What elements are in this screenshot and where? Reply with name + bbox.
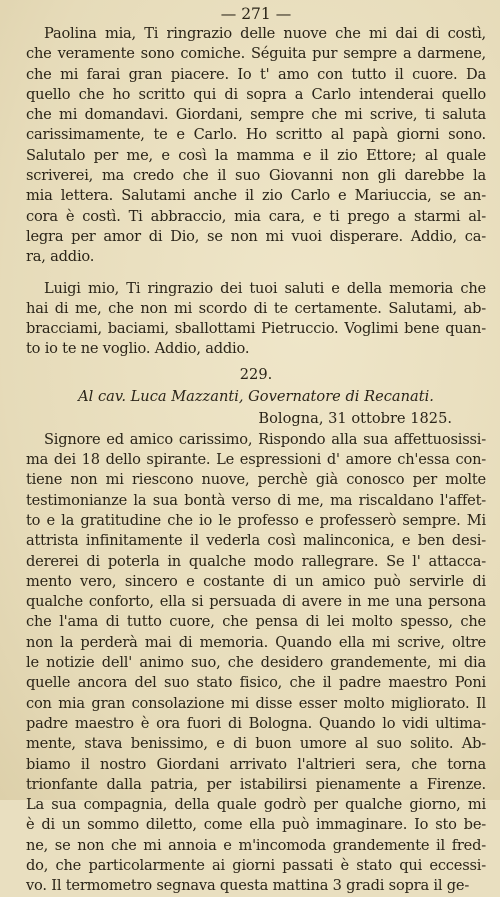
text-line: attrista infinitamente il vederla così malinconica, e ben desi- bbox=[26, 532, 486, 550]
text-line: che l'ama di tutto cuore, che pensa di lei molto spesso, che bbox=[26, 613, 486, 631]
text-line: che mi farai gran piacere. Io t' amo con tutto il cuore. Da bbox=[26, 65, 486, 83]
text-line: mento vero, sincero e costante di un amico può servirle di bbox=[26, 572, 486, 590]
text-line: che mi domandavi. Giordani, sempre che mi scrive, ti saluta bbox=[26, 106, 486, 124]
text-line: quello che ho scritto qui di sopra a Carlo intenderai quello bbox=[26, 85, 486, 103]
text-line: cora è costì. Ti abbraccio, mia cara, e ti prego a starmi al- bbox=[26, 207, 486, 225]
text-line: Paolina mia, Ti ringrazio delle nuove che mi dai di costì, bbox=[44, 25, 486, 42]
text-line: ne, se non che mi annoia e m'incomoda grandemente il fred- bbox=[26, 836, 486, 854]
text-line: scriverei, ma credo che il suo Giovanni non gli darebbe la bbox=[26, 167, 486, 185]
paragraph-letter-body bbox=[26, 430, 486, 897]
text-line: legra per amor di Dio, se non mi vuoi disperare. Addio, ca- bbox=[26, 227, 486, 245]
text-line: che veramente sono comiche. Séguita pur sempre a darmene, bbox=[26, 45, 486, 63]
text-line: to io te ne voglio. Addio, addio. bbox=[26, 340, 250, 358]
text-line: vo. Il termometro segnava questa mattina 3 gradi sopra il ge- bbox=[26, 877, 470, 895]
text-line: dererei di poterla in qualche modo rallegrare. Se l' attacca- bbox=[26, 552, 486, 570]
text-line: Luigi mio, Ti ringrazio dei tuoi saluti e della memoria che bbox=[44, 279, 486, 297]
text-line: le notizie dell' animo suo, che desidero grandemente, mi dia bbox=[26, 654, 486, 672]
text-line: ra, addio. bbox=[26, 248, 95, 266]
paragraph-paolina bbox=[26, 24, 486, 268]
text-line: non la perderà mai di memoria. Quando ella mi scrive, oltre bbox=[26, 633, 486, 651]
text-line: do, che particolarmente ai giorni passati è stato qui eccessi- bbox=[26, 856, 486, 874]
text-line: qualche conforto, ella si persuada di avere in me una persona bbox=[26, 593, 486, 611]
paragraph-gap bbox=[26, 268, 486, 279]
page-number: — 271 — bbox=[220, 5, 292, 23]
text-line: con mia gran consolazione mi disse esser molto migliorato. Il bbox=[26, 694, 486, 712]
text-line: La sua compagnia, della quale godrò per qualche giorno, mi bbox=[26, 796, 486, 814]
text-line: biamo il nostro Giordani arrivato l'altrieri sera, che torna bbox=[26, 755, 486, 773]
text-line: Salutalo per me, e così la mamma e il zio Ettore; al quale bbox=[26, 146, 486, 164]
text-line: mia lettera. Salutami anche il zio Carlo e Mariuccia, se an- bbox=[26, 187, 486, 205]
text-line: testimonianze la sua bontà verso di me, ma riscaldano l'affet- bbox=[26, 491, 486, 509]
text-line: mente, stava benissimo, e di buon umore al suo solito. Ab- bbox=[26, 735, 486, 753]
letter-dateline: Bologna, 31 ottobre 1825. bbox=[258, 409, 452, 427]
paragraph-luigi bbox=[26, 279, 486, 360]
text-line: hai di me, che non mi scordo di te certamente. Salutami, ab- bbox=[26, 299, 486, 317]
text-line: Signore ed amico carissimo, Rispondo alla sua affettuosissi- bbox=[44, 430, 486, 448]
text-line: carissimamente, te e Carlo. Ho scritto al papà giorni sono. bbox=[26, 126, 486, 144]
letter-number: 229. bbox=[239, 365, 273, 383]
text-line: è di un sommo diletto, come ella può immaginare. Io sto be- bbox=[26, 816, 486, 834]
text-line: padre maestro è ora fuori di Bologna. Quando lo vidi ultima- bbox=[26, 714, 486, 732]
text-line: bracciami, baciami, sballottami Pietruccio. Voglimi bene quan- bbox=[26, 320, 486, 338]
text-line: to e la gratitudine che io le professo e professerò sempre. Mi bbox=[26, 511, 486, 529]
text-line: ma dei 18 dello spirante. Le espressioni d' amore ch'essa con- bbox=[26, 451, 486, 469]
text-line: tiene non mi riescono nuove, perchè già conosco per molte bbox=[26, 471, 486, 489]
text-line: trionfante dalla patria, per istabilirsi pienamente a Firenze. bbox=[26, 775, 486, 793]
text-line: quelle ancora del suo stato fisico, che il padre maestro Poni bbox=[26, 674, 486, 692]
letter-heading: Al cav. Luca Mazzanti, Governatore di Recanati. bbox=[78, 387, 434, 405]
